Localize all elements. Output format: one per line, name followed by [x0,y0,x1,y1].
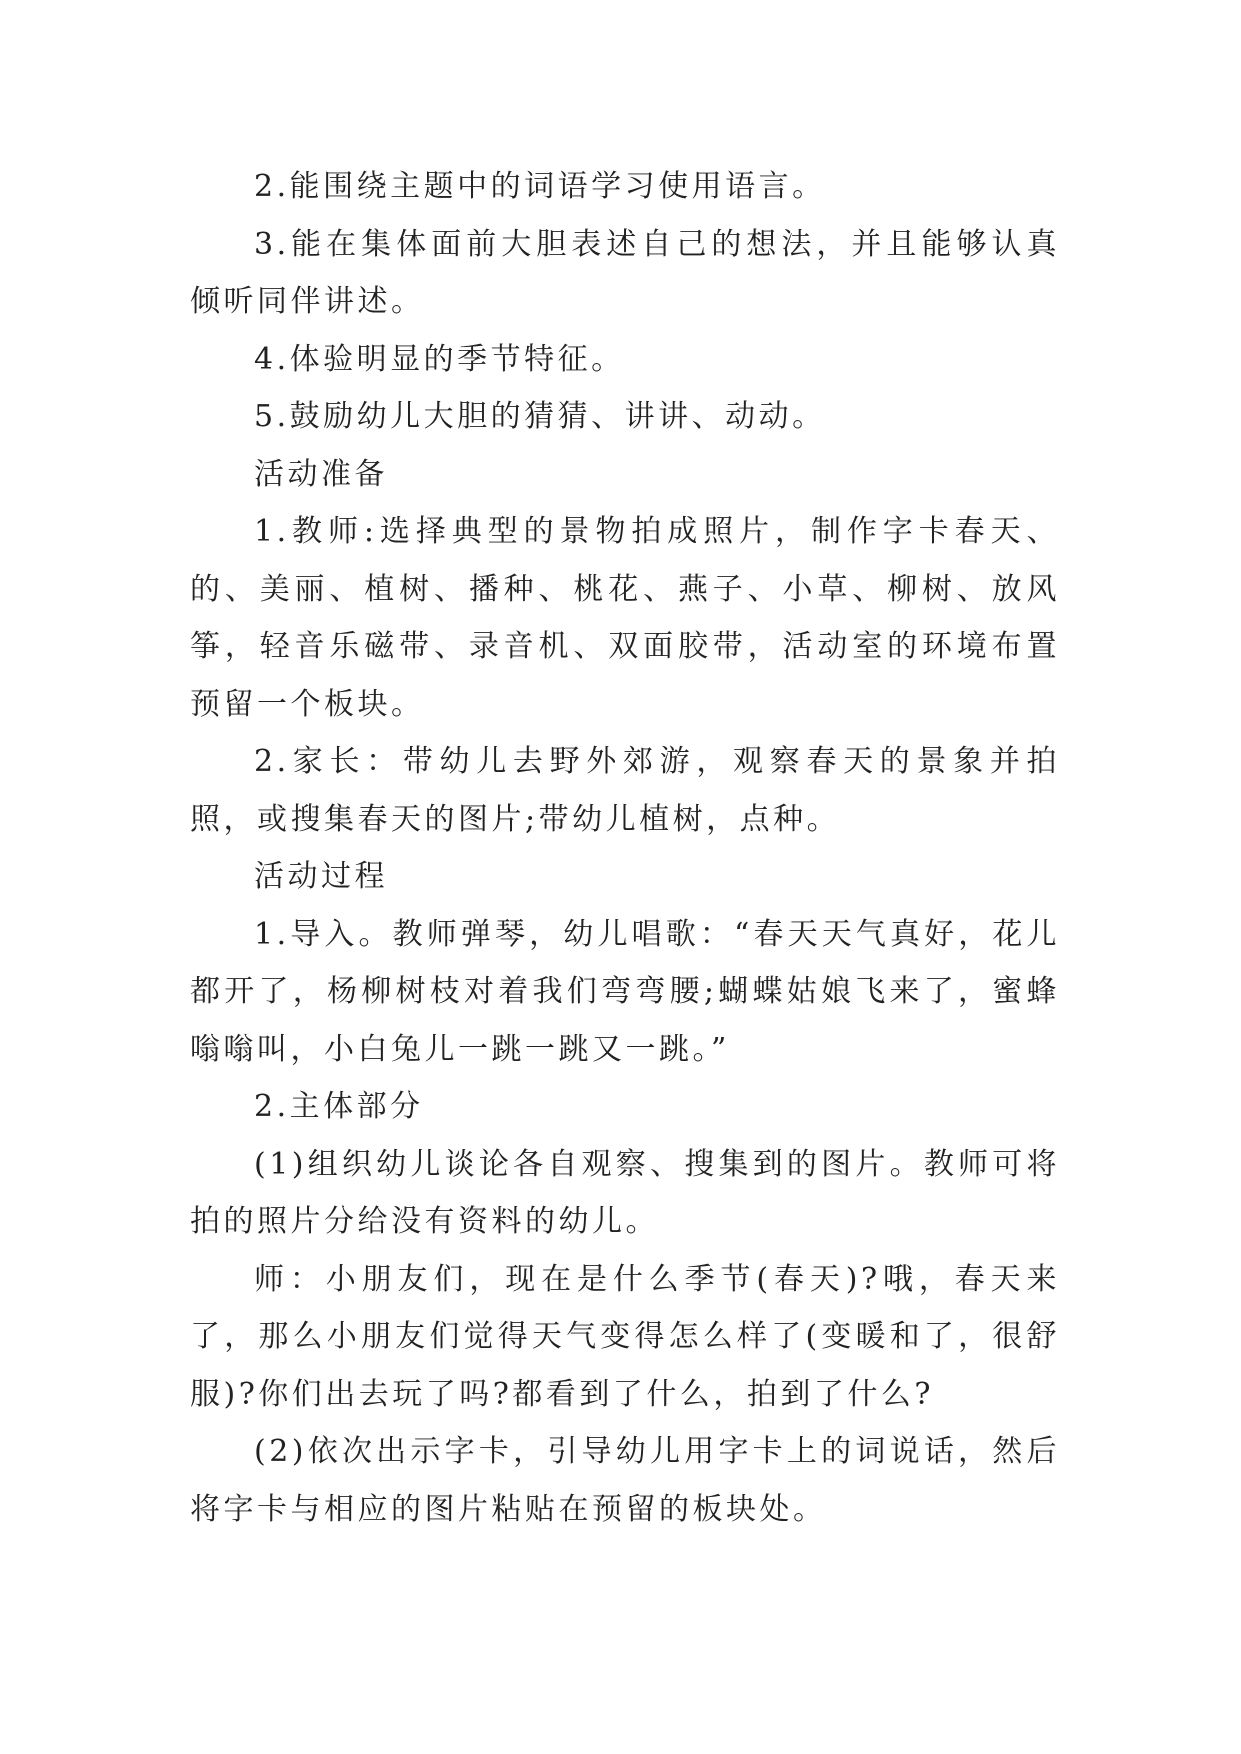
objective-4: 4.体验明显的季节特征。 [254,341,625,377]
objective-5: 5.鼓励幼儿大胆的猜猜、讲讲、动动。 [254,399,826,434]
preparation-teacher: 1.教师:选择典型的景物拍成照片，制作字卡春天、的、美丽、植树、播种、桃花、燕子、小草、柳树、放风筝，轻音乐磁带、录音机、双面胶带，活动室的环境布置预留一个板块。 [190,514,1060,722]
objective-2: 2.能围绕主题中的词语学习使用语言。 [254,169,826,204]
process-step-2: (2)依次出示字卡，引导幼儿用字卡上的词说话，然后将字卡与相应的图片粘贴在预留的板块处。 [190,1434,1060,1527]
document-page [190,158,1060,1538]
process-step-1: (1)组织幼儿谈论各自观察、搜集到的图片。教师可将拍的照片分给没有资料的幼儿。 [190,1146,1060,1239]
objective-3: 3.能在集体面前大胆表述自己的想法，并且能够认真倾听同伴讲述。 [190,226,1060,319]
section-heading-preparation: 活动准备 [254,456,388,492]
section-heading-process: 活动过程 [254,859,388,894]
process-introduction: 1.导入。教师弹琴，幼儿唱歌：“春天天气真好，花儿都开了，杨柳树枝对着我们弯弯腰;蝴蝶姑娘飞来了，蜜蜂嗡嗡叫，小白兔儿一跳一跳又一跳。” [190,916,1060,1067]
teacher-dialogue: 师：小朋友们，现在是什么季节(春天)?哦，春天来了，那么小朋友们觉得天气变得怎么样了(变暖和了，很舒服)?你们出去玩了吗?都看到了什么，拍到了什么? [190,1261,1060,1412]
preparation-parents: 2.家长：带幼儿去野外郊游，观察春天的景象并拍照，或搜集春天的图片;带幼儿植树，点种。 [190,744,1060,837]
process-main-heading: 2.主体部分 [254,1089,424,1124]
